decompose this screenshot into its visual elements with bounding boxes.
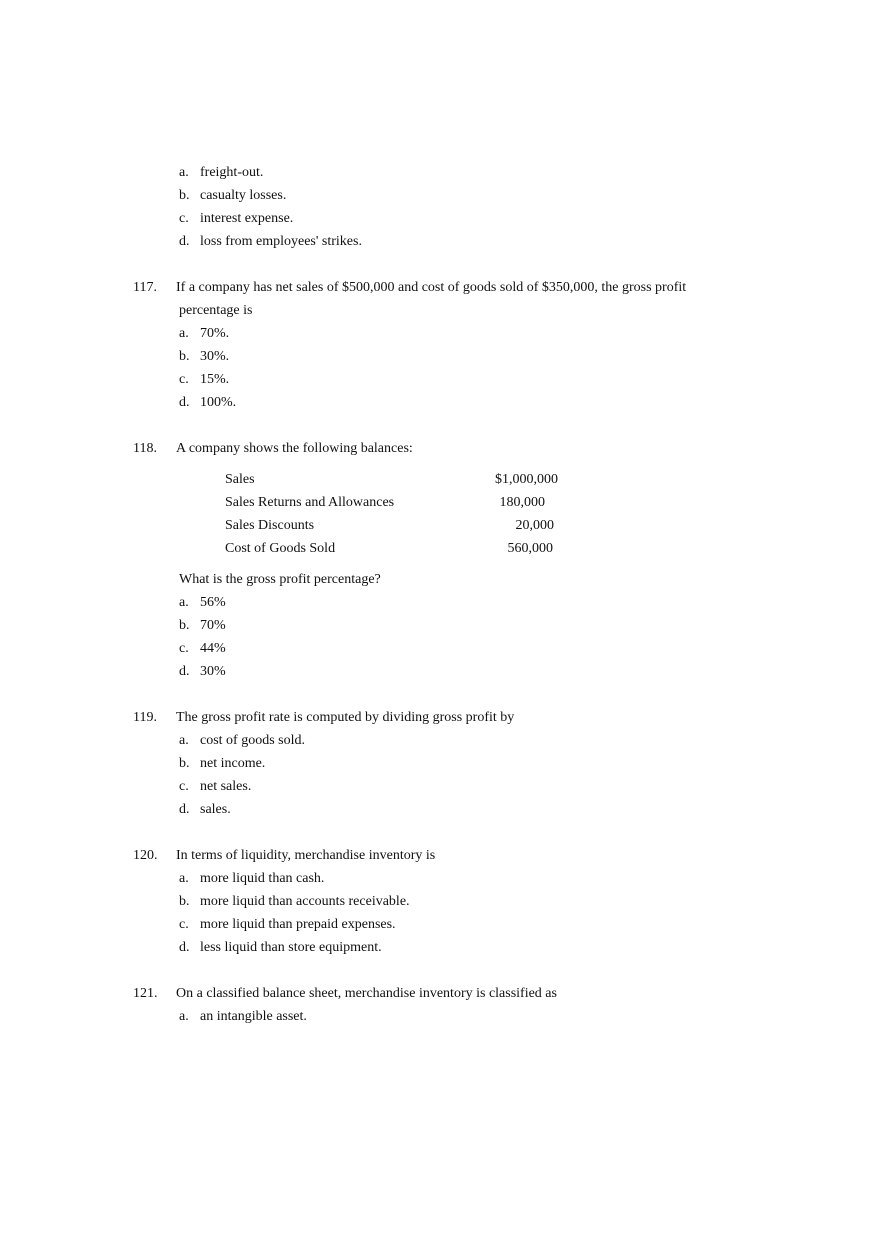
q118-stem: A company shows the following balances: <box>176 441 413 456</box>
q118-balance-amount: 560,000 <box>507 541 553 556</box>
q121-number: 121. <box>133 986 158 1001</box>
q120-option-d-text: less liquid than store equipment. <box>200 940 382 955</box>
q117-option-c-text: 15%. <box>200 372 230 387</box>
q117-option-c-letter: c. <box>179 372 189 387</box>
q120-option-b-text: more liquid than accounts receivable. <box>200 894 410 909</box>
q116-option-b-letter: b. <box>179 188 190 203</box>
q117-stem-line2: percentage is <box>179 303 253 318</box>
q118-balance-amount: $1,000,000 <box>495 472 558 487</box>
q118-option-d-letter: d. <box>179 664 190 679</box>
q117-option-d-letter: d. <box>179 395 190 410</box>
q117-option-a-text: 70%. <box>200 326 230 341</box>
q116-option-d-letter: d. <box>179 234 190 249</box>
q118-balance-label: Sales Returns and Allowances <box>225 495 395 510</box>
q118-option-a-text: 56% <box>200 595 226 610</box>
q119-option-c-letter: c. <box>179 779 189 794</box>
q117-stem-line1: If a company has net sales of $500,000 and cost of goods sold of $350,000, the gross profit <box>176 280 687 295</box>
q117-option-b-letter: b. <box>179 349 190 364</box>
q117-number: 117. <box>133 280 157 295</box>
q119-stem: The gross profit rate is computed by dividing gross profit by <box>176 710 515 725</box>
q120-stem: In terms of liquidity, merchandise inventory is <box>176 848 436 863</box>
q121-option-a-letter: a. <box>179 1009 189 1024</box>
q117-option-b-text: 30%. <box>200 349 230 364</box>
q118-option-c-letter: c. <box>179 641 189 656</box>
q120-option-a-letter: a. <box>179 871 189 886</box>
q119-option-b-letter: b. <box>179 756 190 771</box>
q116-option-a-letter: a. <box>179 165 189 180</box>
q119-option-d-letter: d. <box>179 802 190 817</box>
q120-option-c-text: more liquid than prepaid expenses. <box>200 917 396 932</box>
q119-option-a-letter: a. <box>179 733 189 748</box>
q119-option-b-text: net income. <box>200 756 266 771</box>
q120-option-c-letter: c. <box>179 917 189 932</box>
q118-balance-label: Sales <box>225 472 255 487</box>
q118-question: What is the gross profit percentage? <box>179 572 381 587</box>
q119-option-a-text: cost of goods sold. <box>200 733 305 748</box>
q118-option-d-text: 30% <box>200 664 226 679</box>
q118-option-b-text: 70% <box>200 618 226 633</box>
q118-option-b-letter: b. <box>179 618 190 633</box>
q117-option-d-text: 100%. <box>200 395 237 410</box>
q118-balance-label: Cost of Goods Sold <box>225 541 336 556</box>
q120-option-b-letter: b. <box>179 894 190 909</box>
q118-number: 118. <box>133 441 157 456</box>
q116-option-b-text: casualty losses. <box>200 188 287 203</box>
q117-option-a-letter: a. <box>179 326 189 341</box>
q120-number: 120. <box>133 848 158 863</box>
q116-option-c-letter: c. <box>179 211 189 226</box>
q118-balance-label: Sales Discounts <box>225 518 315 533</box>
q121-option-a-text: an intangible asset. <box>200 1009 307 1024</box>
q116-option-c-text: interest expense. <box>200 211 294 226</box>
q121-stem: On a classified balance sheet, merchandise inventory is classified as <box>176 986 557 1001</box>
q118-option-c-text: 44% <box>200 641 226 656</box>
q118-balance-amount: 180,000 <box>499 495 545 510</box>
q119-option-d-text: sales. <box>200 802 231 817</box>
q116-option-d-text: loss from employees' strikes. <box>200 234 362 249</box>
q120-option-a-text: more liquid than cash. <box>200 871 325 886</box>
q119-number: 119. <box>133 710 157 725</box>
q120-option-d-letter: d. <box>179 940 190 955</box>
q119-option-c-text: net sales. <box>200 779 252 794</box>
q116-option-a-text: freight-out. <box>200 165 264 180</box>
q118-option-a-letter: a. <box>179 595 189 610</box>
q118-balance-amount: 20,000 <box>515 518 554 533</box>
